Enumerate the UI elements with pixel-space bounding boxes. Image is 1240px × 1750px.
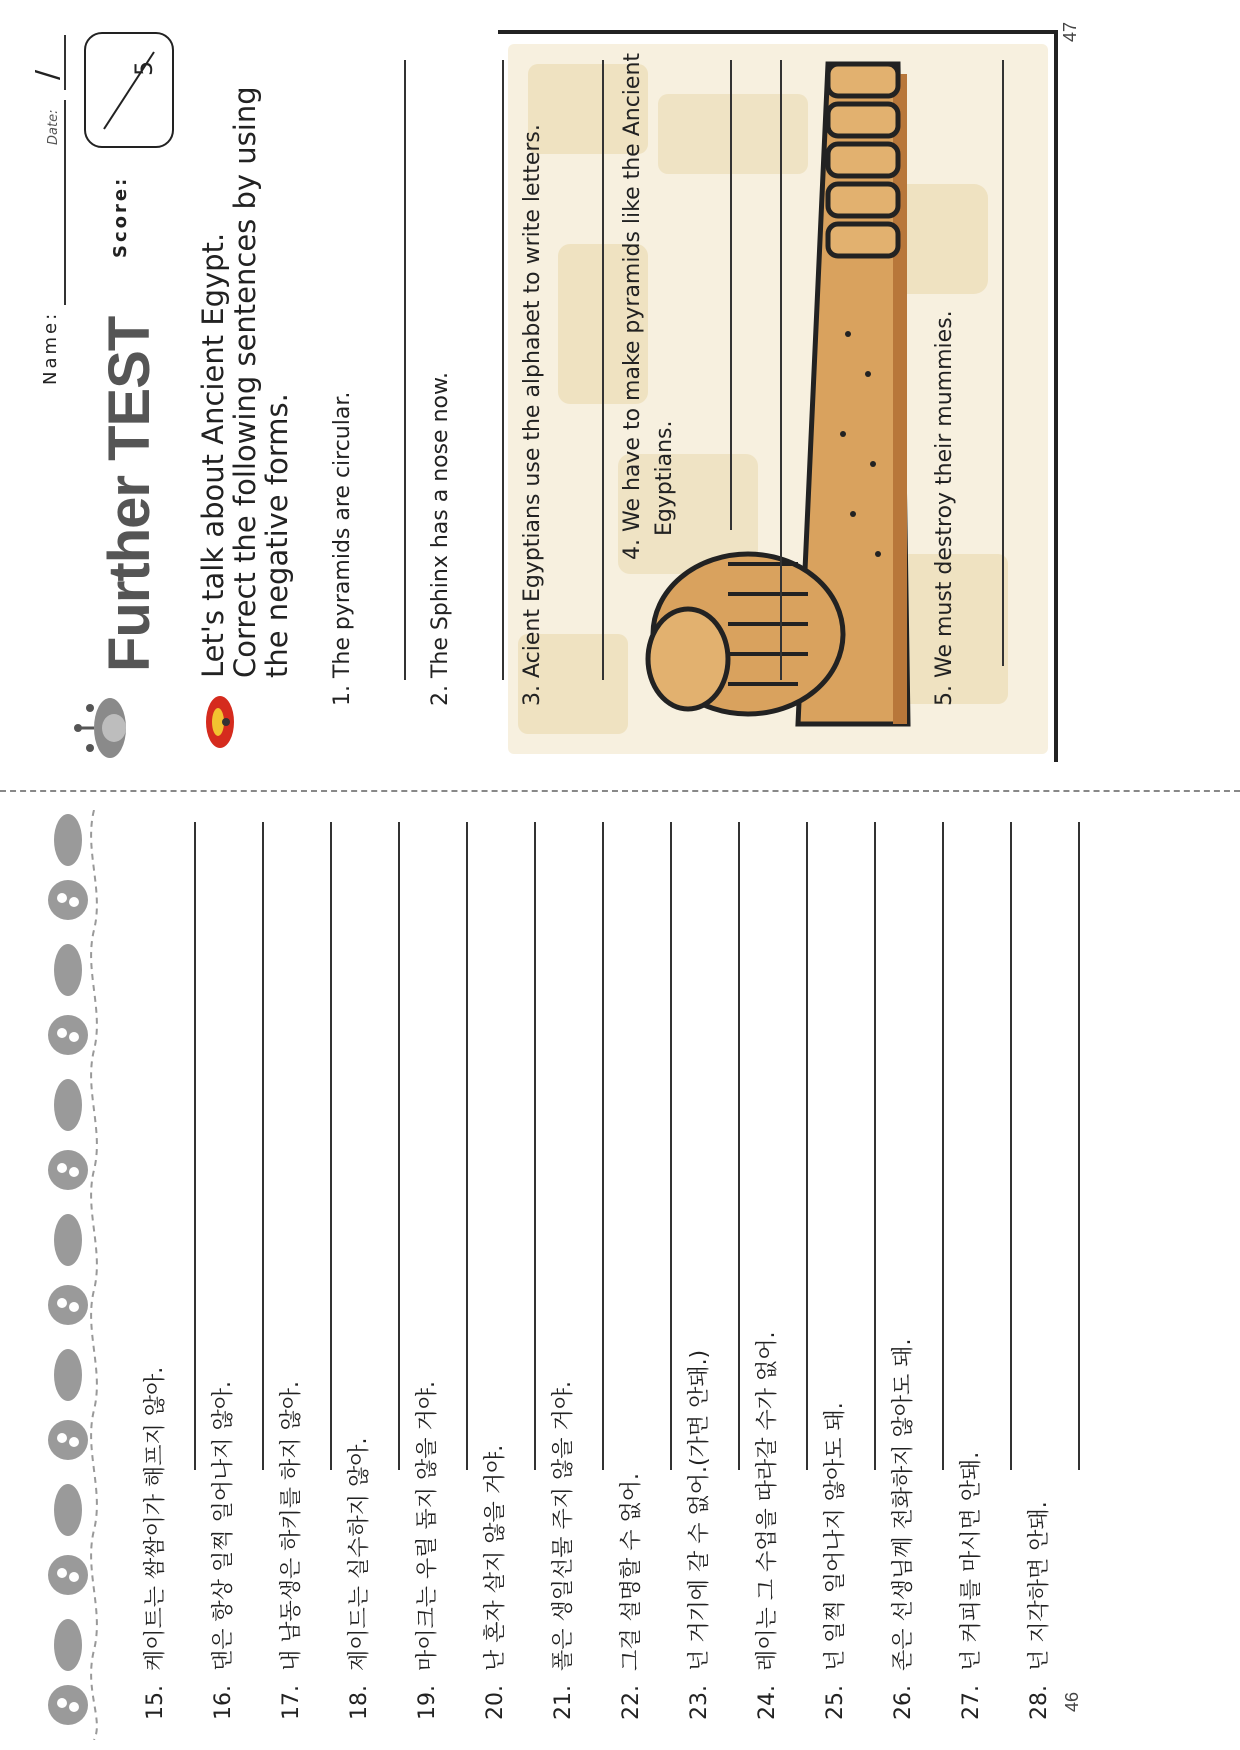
korean-answer-line-21 — [602, 822, 604, 1470]
name-underline — [64, 100, 66, 305]
fold-divider — [0, 790, 1240, 792]
korean-item-25 — [818, 1402, 849, 1720]
korean-item-text: 그걸 설명할 수 없어. — [619, 1473, 644, 1671]
korean-answer-line-27 — [1010, 822, 1012, 1470]
korean-item-number: 28. — [1027, 1685, 1052, 1720]
question-3: 3. Acient Egyptians use the alphabet to write letters. — [520, 124, 545, 706]
question-4-line-1: 4. We have to make pyramids like the Ancient — [620, 52, 645, 560]
korean-item-21 — [546, 1381, 577, 1720]
korean-item-18 — [342, 1437, 373, 1720]
question-4-line-2: Egyptians. — [652, 420, 677, 536]
korean-answer-line-17 — [330, 822, 332, 1470]
korean-item-28 — [1022, 1501, 1053, 1720]
answer-line-5 — [1002, 60, 1004, 666]
korean-item-text: 댄은 항상 일찍 일어나지 않아. — [211, 1381, 236, 1671]
korean-answer-line-20 — [534, 822, 536, 1470]
instruction-line-1: Let's talk about Ancient Egypt. — [196, 232, 230, 678]
korean-item-number: 27. — [959, 1685, 984, 1720]
illustration-frame — [498, 30, 1058, 762]
korean-item-23 — [682, 1350, 713, 1720]
korean-item-number: 21. — [551, 1685, 576, 1720]
korean-item-text: 넌 거기에 갈 수 없어.(가면 안돼.) — [687, 1349, 712, 1671]
korean-item-text: 폴은 생일선물 주지 않을 거야. — [551, 1381, 576, 1671]
korean-answer-line-15 — [194, 822, 196, 1470]
korean-answer-line-22 — [670, 822, 672, 1470]
answer-line-4b — [780, 60, 782, 680]
score-box — [84, 32, 174, 148]
korean-item-15 — [138, 1367, 169, 1720]
korean-item-text: 레이는 그 수업을 따라갈 수가 없어. — [755, 1331, 780, 1671]
korean-answer-line-18 — [398, 822, 400, 1470]
date-value: / — [30, 69, 65, 80]
korean-answer-line-16 — [262, 822, 264, 1470]
answer-line-1 — [404, 60, 406, 680]
korean-item-17 — [274, 1381, 305, 1720]
korean-item-text: 넌 일찍 일어나지 않아도 돼. — [823, 1402, 848, 1671]
korean-item-24 — [750, 1332, 781, 1721]
korean-item-number: 16. — [211, 1685, 236, 1720]
page-number-left: 46 — [1062, 1691, 1082, 1712]
korean-item-number: 25. — [823, 1685, 848, 1720]
korean-item-text: 존은 선생님께 전화하지 않아도 돼. — [891, 1338, 916, 1671]
korean-item-number: 20. — [483, 1685, 508, 1720]
ufo-gray-icon — [70, 688, 150, 768]
ufo-alien-border — [28, 810, 108, 1740]
date-label: Date: — [46, 109, 61, 145]
korean-item-number: 17. — [279, 1685, 304, 1720]
answer-line-3 — [602, 60, 604, 680]
korean-item-text: 제이드는 실수하지 않아. — [347, 1437, 372, 1671]
question-5: 5. We must destroy their mummies. — [932, 310, 957, 706]
korean-item-27 — [954, 1452, 985, 1720]
question-1: 1. The pyramids are circular. — [330, 391, 355, 706]
score-label: Score: — [110, 175, 131, 258]
korean-item-16 — [206, 1381, 237, 1720]
answer-line-2 — [502, 60, 504, 680]
korean-item-number: 22. — [619, 1685, 644, 1720]
ufo-red-icon — [196, 692, 246, 752]
korean-answer-line-24 — [806, 822, 808, 1470]
answer-line-4 — [730, 60, 732, 530]
korean-item-text: 케이트는 쌈쌈이가 해프지 않아. — [143, 1366, 168, 1671]
korean-item-26 — [886, 1339, 917, 1721]
korean-answer-line-26 — [942, 822, 944, 1470]
korean-item-20 — [478, 1445, 509, 1720]
korean-item-number: 18. — [347, 1685, 372, 1720]
date-underline — [64, 35, 66, 90]
korean-item-text: 넌 커피를 마시면 안돼. — [959, 1451, 984, 1671]
korean-item-text: 내 남동생은 하키를 하지 않아. — [279, 1381, 304, 1671]
instruction-line-3: the negative forms. — [260, 393, 294, 678]
korean-item-number: 24. — [755, 1685, 780, 1720]
score-value: 5 — [130, 60, 158, 76]
korean-answer-line-25 — [874, 822, 876, 1470]
question-2: 2. The Sphinx has a nose now. — [428, 372, 453, 706]
name-label: Name: — [40, 310, 61, 385]
instruction-line-2: Correct the following sentences by using — [228, 86, 262, 678]
korean-answer-line-23 — [738, 822, 740, 1470]
korean-item-text: 넌 지각하면 안돼. — [1027, 1501, 1052, 1671]
page-number-right: 47 — [1060, 21, 1080, 42]
korean-item-text: 난 혼자 살지 않을 거야. — [483, 1444, 508, 1671]
korean-item-number: 23. — [687, 1685, 712, 1720]
korean-item-19 — [410, 1381, 441, 1720]
korean-item-number: 26. — [891, 1685, 916, 1720]
test-title: Further TEST — [97, 316, 162, 672]
korean-answer-line-28 — [1078, 822, 1080, 1470]
korean-item-number: 19. — [415, 1685, 440, 1720]
korean-item-number: 15. — [143, 1685, 168, 1720]
korean-answer-line-19 — [466, 822, 468, 1470]
korean-item-text: 마이크는 우릴 돕지 않을 거야. — [415, 1381, 440, 1671]
korean-item-22 — [614, 1473, 645, 1720]
